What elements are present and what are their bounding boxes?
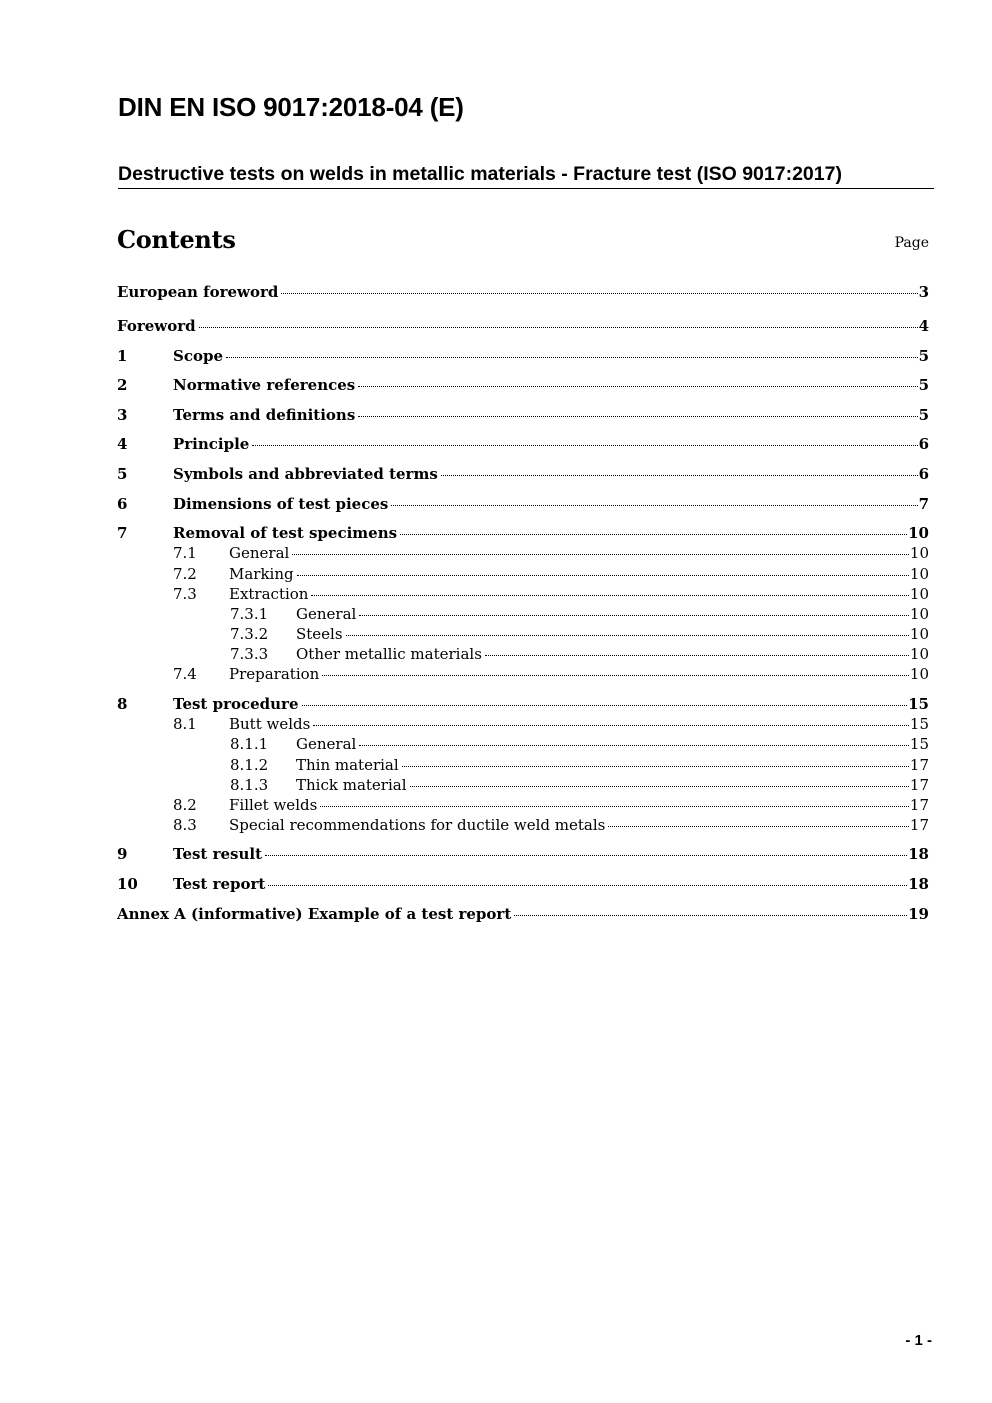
toc-leader-dots: [297, 575, 909, 576]
toc-entry-number: 6: [117, 495, 128, 513]
toc-entry-page: 10: [909, 544, 929, 562]
toc-entry-number: 7.3.3: [230, 645, 269, 663]
toc-entry-title: Special recommendations for ductile weld metals: [229, 816, 606, 834]
toc-entry-number: 8.1.1: [230, 735, 269, 753]
toc-entry-title: Thin material: [296, 756, 399, 774]
toc-leader-dots: [608, 826, 909, 827]
toc-entry[interactable]: [117, 905, 929, 925]
toc-entry-title: Removal of test specimens: [173, 524, 398, 542]
footer-page-number: - 1 -: [905, 1332, 932, 1349]
toc-leader-dots: [322, 675, 909, 676]
toc-entry-page: 5: [918, 406, 929, 424]
toc-entry-title: General: [296, 735, 357, 753]
toc-entry-title: Annex A (informative) Example of a test report: [117, 905, 512, 923]
toc-entry-page: 10: [908, 524, 929, 542]
toc-leader-dots: [402, 766, 909, 767]
toc-entry-page: 18: [908, 845, 929, 863]
toc-entry[interactable]: [117, 695, 929, 715]
toc-entry[interactable]: [117, 283, 929, 303]
toc-entry-title: General: [296, 605, 357, 623]
toc-entry-number: 8.1.3: [230, 776, 269, 794]
toc-leader-dots: [311, 595, 908, 596]
toc-entry-title: Test result: [173, 845, 263, 863]
toc-entry-page: 17: [909, 756, 929, 774]
toc-entry[interactable]: [117, 776, 929, 796]
toc-entry[interactable]: [117, 544, 929, 564]
toc-entry[interactable]: [117, 625, 929, 645]
toc-entry-page: 10: [909, 585, 929, 603]
toc-entry-number: 7: [117, 524, 128, 542]
toc-entry-number: 2: [117, 376, 128, 394]
toc-leader-dots: [252, 445, 917, 446]
toc-entry-page: 15: [909, 715, 929, 733]
toc-entry-page: 17: [909, 816, 929, 834]
toc-leader-dots: [358, 416, 917, 417]
toc-entry[interactable]: [117, 347, 929, 367]
toc-entry-title: European foreword: [117, 283, 279, 301]
toc-entry[interactable]: [117, 435, 929, 455]
toc-entry-number: 10: [117, 875, 138, 893]
toc-entry-title: Test procedure: [173, 695, 299, 713]
toc-entry-title: Extraction: [229, 585, 309, 603]
toc-entry-page: 10: [909, 605, 929, 623]
toc-entry-number: 8.1: [173, 715, 197, 733]
toc-leader-dots: [292, 554, 909, 555]
toc-leader-dots: [302, 705, 908, 706]
toc-entry-title: Fillet welds: [229, 796, 318, 814]
toc-entry[interactable]: [117, 816, 929, 836]
toc-leader-dots: [359, 615, 909, 616]
toc-leader-dots: [268, 885, 907, 886]
toc-entry-page: 17: [909, 796, 929, 814]
toc-entry-number: 7.3.2: [230, 625, 269, 643]
toc-leader-dots: [410, 786, 909, 787]
toc-leader-dots: [313, 725, 909, 726]
toc-entry-page: 5: [918, 376, 929, 394]
toc-entry-title: Normative references: [173, 376, 356, 394]
toc-entry-title: Scope: [173, 347, 224, 365]
toc-entry-page: 4: [918, 317, 929, 335]
toc-entry[interactable]: [117, 665, 929, 685]
toc-entry[interactable]: [117, 585, 929, 605]
toc-entry-title: Principle: [173, 435, 250, 453]
toc-entry-title: Foreword: [117, 317, 196, 335]
toc-entry[interactable]: [117, 605, 929, 625]
toc-entry-page: 10: [909, 565, 929, 583]
toc-leader-dots: [359, 745, 909, 746]
toc-leader-dots: [485, 655, 909, 656]
toc-leader-dots: [346, 635, 909, 636]
toc-leader-dots: [265, 855, 907, 856]
document-title: DIN EN ISO 9017:2018-04 (E): [118, 92, 464, 122]
toc-entry-page: 6: [918, 465, 929, 483]
toc-entry-number: 7.3: [173, 585, 197, 603]
toc-entry-number: 5: [117, 465, 128, 483]
document-subtitle: Destructive tests on welds in metallic materials - Fracture test (ISO 9017:2017): [118, 163, 934, 189]
toc-entry-number: 7.3.1: [230, 605, 269, 623]
toc-entry-page: 10: [909, 625, 929, 643]
toc-entry-number: 8.3: [173, 816, 197, 834]
toc-entry-page: 18: [908, 875, 929, 893]
toc-entry-title: Preparation: [229, 665, 320, 683]
toc-entry-page: 19: [908, 905, 929, 923]
toc-entry-number: 7.1: [173, 544, 197, 562]
toc-entry-title: Test report: [173, 875, 266, 893]
toc-entry-title: Dimensions of test pieces: [173, 495, 389, 513]
toc-leader-dots: [514, 915, 907, 916]
toc-leader-dots: [400, 534, 907, 535]
toc-entry-page: 5: [918, 347, 929, 365]
toc-entry-number: 8.2: [173, 796, 197, 814]
toc-entry[interactable]: [117, 715, 929, 735]
toc-entry-number: 7.2: [173, 565, 197, 583]
toc-entry[interactable]: [117, 796, 929, 816]
toc-entry-number: 7.4: [173, 665, 197, 683]
toc-entry[interactable]: [117, 406, 929, 426]
toc-leader-dots: [281, 293, 917, 294]
toc-entry[interactable]: [117, 875, 929, 895]
toc-entry-title: Other metallic materials: [296, 645, 482, 663]
toc-entry[interactable]: [117, 845, 929, 865]
toc-entry[interactable]: [117, 565, 929, 585]
toc-entry-title: Thick material: [296, 776, 407, 794]
toc-entry-number: 1: [117, 347, 128, 365]
page-column-label: Page: [894, 235, 929, 251]
toc-entry-page: 6: [918, 435, 929, 453]
toc-entry[interactable]: [117, 317, 929, 337]
toc-leader-dots: [358, 386, 917, 387]
toc-entry[interactable]: [117, 524, 929, 544]
toc-entry-title: Marking: [229, 565, 294, 583]
toc-entry[interactable]: [117, 756, 929, 776]
toc-entry-title: Symbols and abbreviated terms: [173, 465, 438, 483]
toc-entry-number: 3: [117, 406, 128, 424]
toc-entry-number: 8.1.2: [230, 756, 269, 774]
toc-leader-dots: [441, 475, 918, 476]
toc-leader-dots: [226, 357, 918, 358]
toc-entry-number: 8: [117, 695, 128, 713]
toc-entry[interactable]: [117, 376, 929, 396]
toc-leader-dots: [199, 327, 918, 328]
toc-entry-number: 4: [117, 435, 128, 453]
toc-entry-title: General: [229, 544, 290, 562]
toc-leader-dots: [391, 505, 917, 506]
toc-entry-page: 10: [909, 665, 929, 683]
toc-entry[interactable]: [117, 645, 929, 665]
toc-entry-number: 9: [117, 845, 128, 863]
toc-entry-page: 7: [918, 495, 929, 513]
toc-entry[interactable]: [117, 495, 929, 515]
toc-leader-dots: [320, 806, 909, 807]
toc-entry-title: Terms and definitions: [173, 406, 356, 424]
toc-entry-title: Steels: [296, 625, 343, 643]
toc-entry-page: 10: [909, 645, 929, 663]
contents-heading: Contents: [117, 225, 236, 254]
toc-entry-page: 15: [909, 735, 929, 753]
toc-entry-page: 17: [909, 776, 929, 794]
toc-entry[interactable]: [117, 735, 929, 755]
toc-entry-page: 3: [918, 283, 929, 301]
toc-entry-title: Butt welds: [229, 715, 311, 733]
toc-entry[interactable]: [117, 465, 929, 485]
toc-entry-page: 15: [908, 695, 929, 713]
